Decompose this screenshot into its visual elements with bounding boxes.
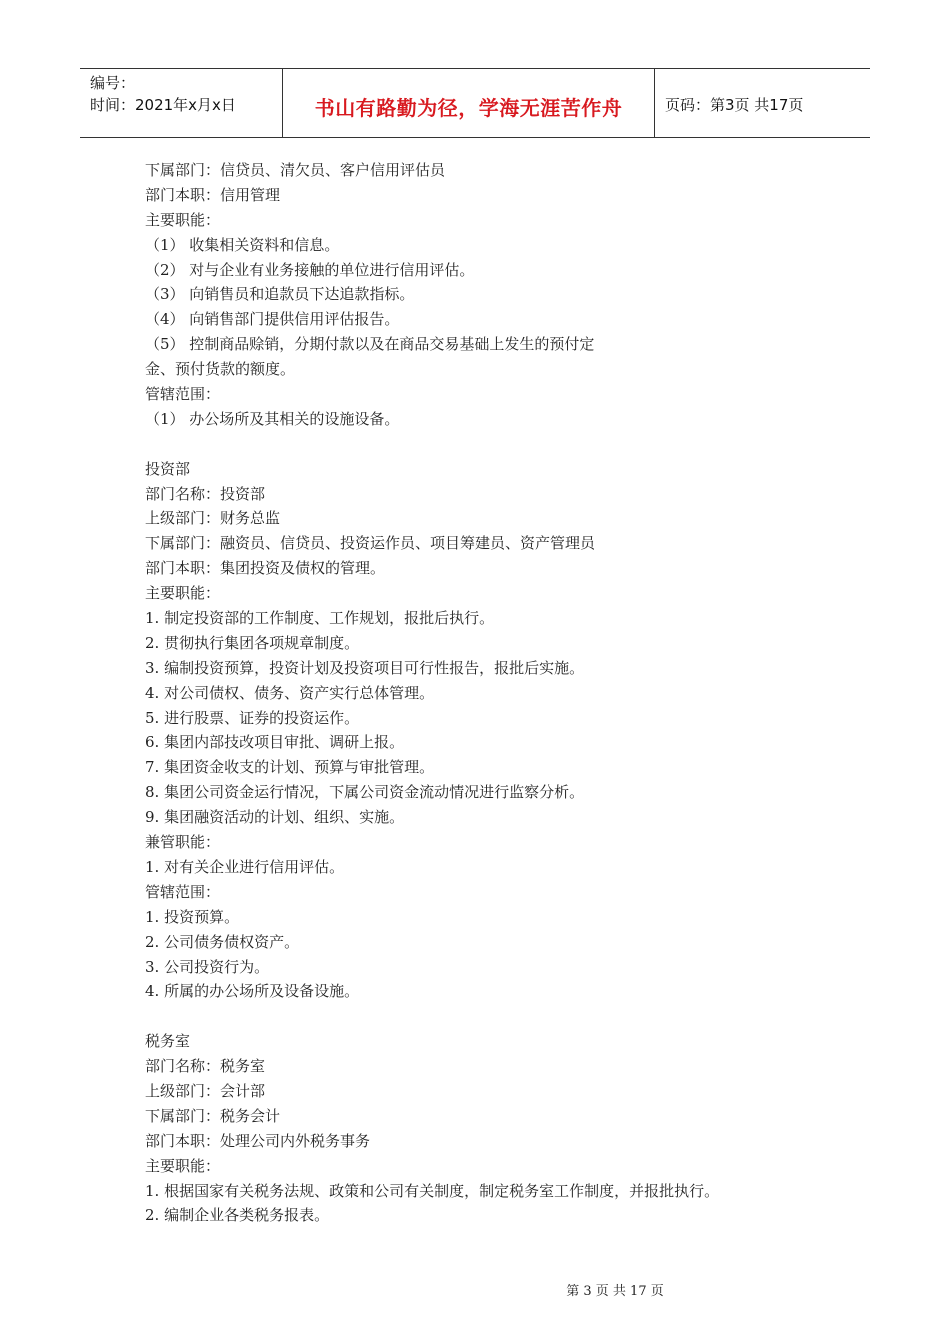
text-line: 9. 集团融资活动的计划、组织、实施。: [145, 808, 405, 827]
text-line: 主要职能：: [145, 210, 221, 229]
blank-line: [145, 432, 845, 457]
text-line: 5. 进行股票、证券的投资运作。: [145, 708, 360, 727]
text-line: 1. 根据国家有关税务法规、政策和公司有关制度，制定税务室工作制度，并报批执行。: [145, 1181, 720, 1200]
text-line: 上级部门：会计部: [145, 1081, 266, 1100]
page-header: [80, 68, 870, 138]
text-line: 管辖范围：: [145, 385, 221, 404]
text-line: （3） 向销售员和追款员下达追款指标。: [145, 285, 415, 304]
text-line: （5） 控制商品赊销，分期付款以及在商品交易基础上发生的预付定: [145, 335, 595, 354]
header-page-info: 页码：第3页 共17页: [665, 95, 804, 114]
text-line: 4. 所属的办公场所及设备设施。: [145, 982, 360, 1001]
text-line: 4. 对公司债权、债务、资产实行总体管理。: [145, 683, 435, 702]
text-line: 部门名称：投资部: [145, 484, 266, 503]
text-line: （1） 收集相关资料和信息。: [145, 235, 340, 254]
text-line: 上级部门：财务总监: [145, 509, 281, 528]
text-line: 下属部门：信贷员、清欠员、客户信用评估员: [145, 161, 446, 179]
text-line: 部门本职：集团投资及债权的管理。: [145, 559, 386, 578]
text-line: 下属部门：融资员、信贷员、投资运作员、项目筹建员、资产管理员: [145, 534, 596, 553]
text-line: 税务室: [145, 1032, 191, 1051]
text-line: 3. 公司投资行为。: [145, 957, 270, 976]
text-line: 1. 投资预算。: [145, 907, 240, 926]
text-line: 1. 制定投资部的工作制度、工作规划，报批后执行。: [145, 609, 495, 628]
text-line: 投资部: [145, 459, 191, 478]
text-line: 兼管职能：: [145, 833, 221, 852]
text-line: 3. 编制投资预算，投资计划及投资项目可行性报告，报批后实施。: [145, 658, 585, 677]
text-line: 下属部门：税务会计: [145, 1106, 281, 1125]
text-line: （2） 对与企业有业务接触的单位进行信用评估。: [145, 260, 475, 279]
text-line: 部门名称：税务室: [145, 1057, 266, 1076]
text-line: 8. 集团公司资金运行情况，下属公司资金流动情况进行监察分析。: [145, 783, 585, 802]
text-line: （1） 办公场所及其相关的设施设备。: [145, 409, 400, 428]
header-motto: 书山有路勤为径，学海无涯苦作舟: [283, 69, 655, 137]
text-line: 金、预付货款的额度。: [145, 360, 296, 379]
blank-line: [145, 1004, 845, 1029]
text-line: 2. 贯彻执行集团各项规章制度。: [145, 633, 360, 652]
doc-number-label: 编号：: [90, 74, 136, 92]
text-line: 7. 集团资金收支的计划、预算与审批管理。: [145, 758, 435, 777]
text-line: 管辖范围：: [145, 882, 221, 901]
text-line: 部门本职：处理公司内外税务事务: [145, 1131, 371, 1150]
text-line: 2. 编制企业各类税务报表。: [145, 1206, 330, 1225]
header-meta: [80, 69, 283, 137]
doc-date-label: 时间：2021年x月x日: [90, 96, 236, 114]
text-line: 1. 对有关企业进行信用评估。: [145, 857, 345, 876]
text-line: 主要职能：: [145, 584, 221, 603]
text-line: 部门本职：信用管理: [145, 185, 281, 204]
text-line: 主要职能：: [145, 1156, 221, 1175]
document-body: [145, 158, 845, 1228]
page-footer: 第 3 页 共 17 页: [566, 1284, 664, 1299]
text-line: 2. 公司债务债权资产。: [145, 932, 300, 951]
text-line: （4） 向销售部门提供信用评估报告。: [145, 310, 400, 329]
text-line: 6. 集团内部技改项目审批、调研上报。: [145, 733, 405, 752]
